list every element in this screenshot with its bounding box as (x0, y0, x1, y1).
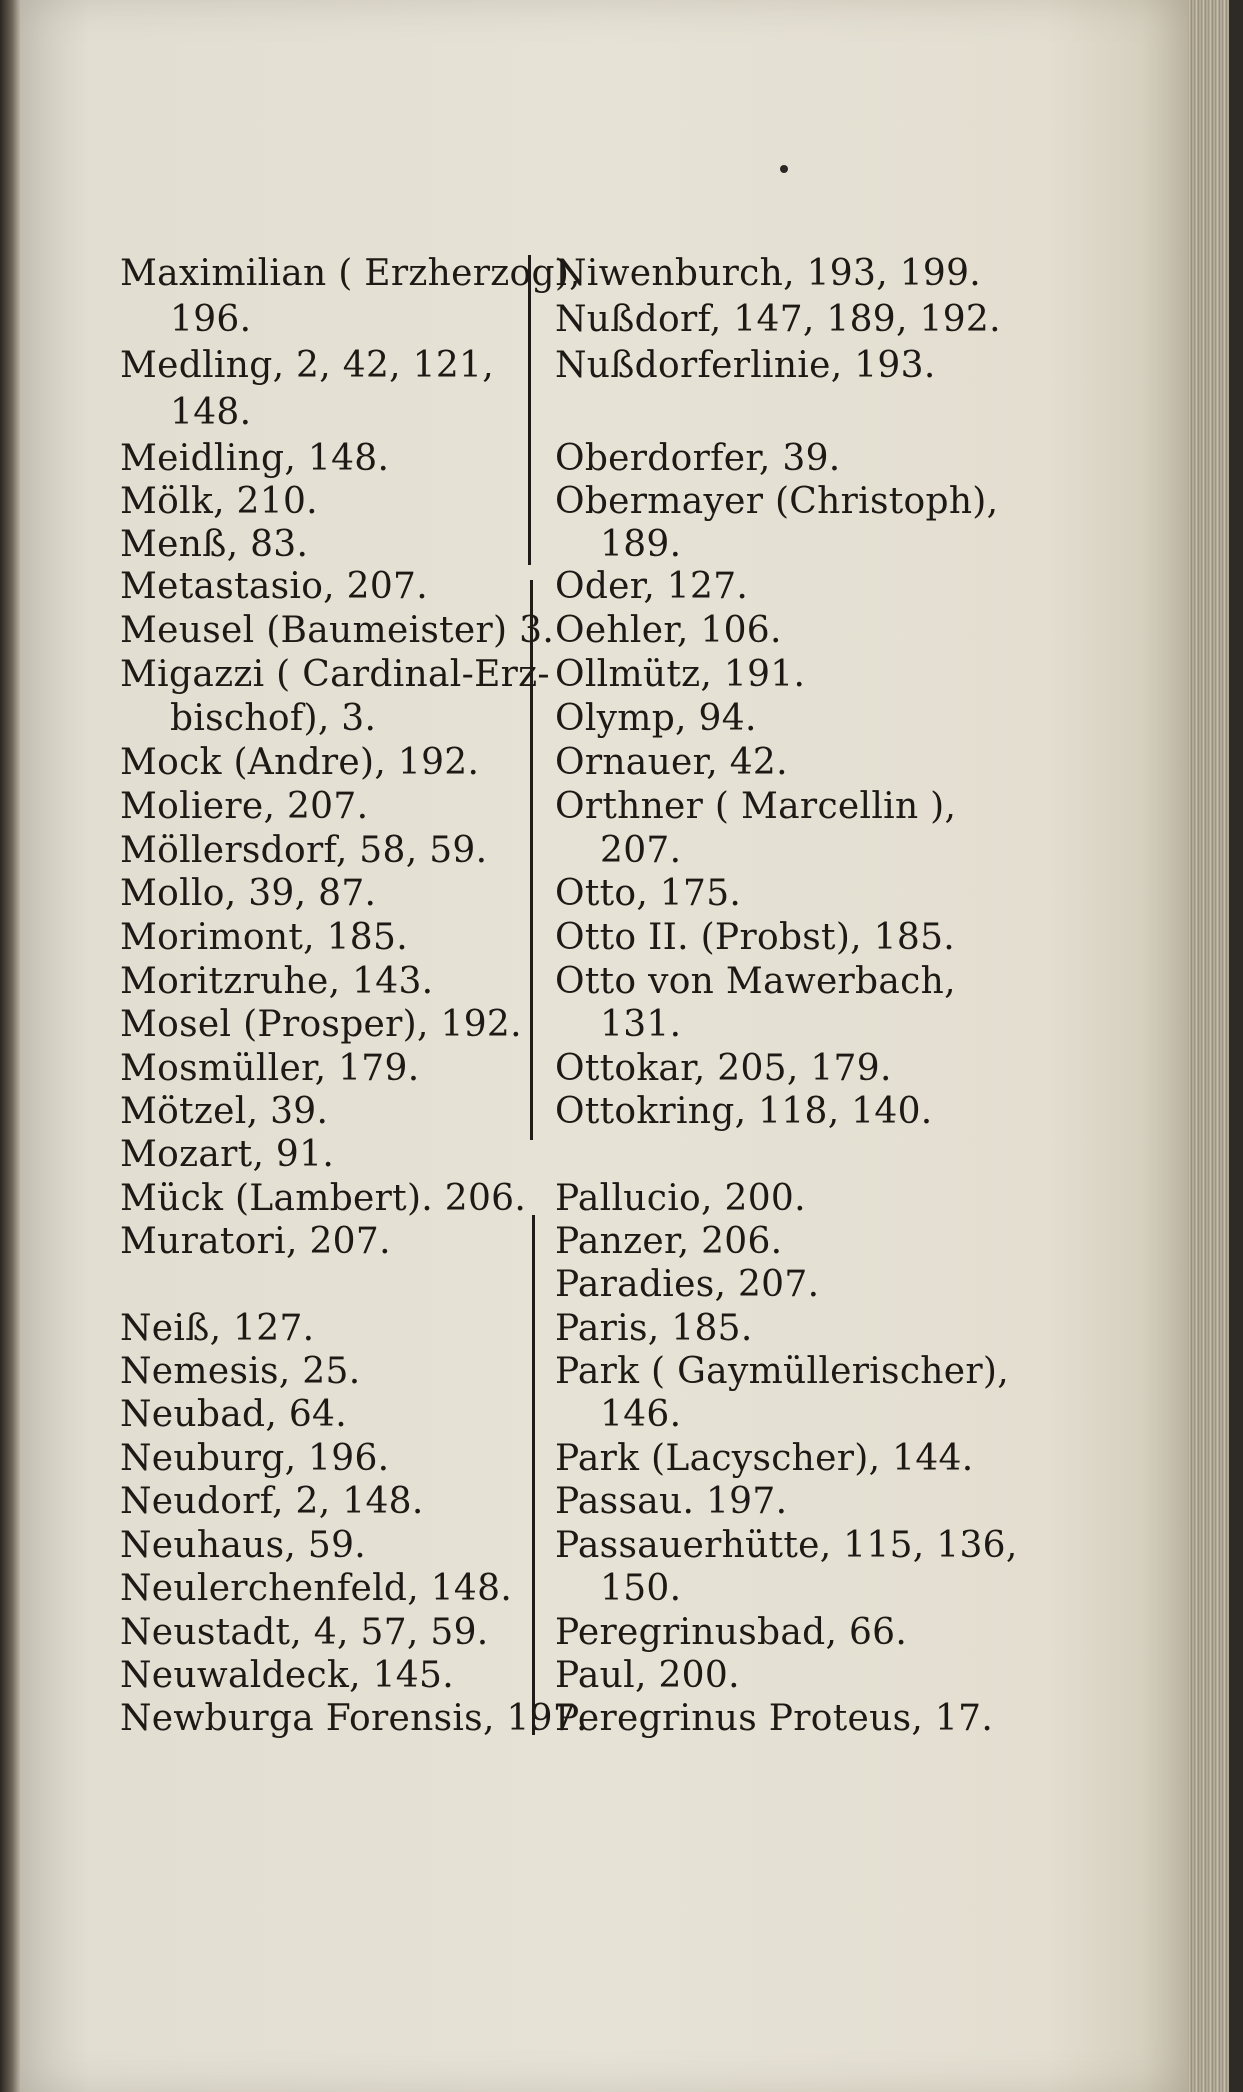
left-entry: Morimont, 185. (120, 917, 408, 958)
left-entry: Neulerchenfeld, 148. (120, 1568, 513, 1609)
left-entry: Mozart, 91. (120, 1134, 335, 1175)
left-entry: Möllersdorf, 58, 59. (120, 830, 488, 871)
right-entry: Oberdorfer, 39. (555, 438, 841, 479)
right-entry: Ottokring, 118, 140. (555, 1091, 933, 1132)
right-entry: Niwenburch, 193, 199. (555, 253, 982, 294)
right-entry: Paul, 200. (555, 1655, 740, 1696)
right-entry: Park ( Gaymüllerischer), (555, 1351, 1009, 1392)
right-entry: Paradies, 207. (555, 1264, 820, 1305)
left-entry: Neuwaldeck, 145. (120, 1655, 454, 1696)
right-entry: Nußdorf, 147, 189, 192. (555, 299, 1001, 340)
right-entry: Ornauer, 42. (555, 742, 788, 783)
right-continuation: 150. (600, 1568, 682, 1609)
right-entry: Oehler, 106. (555, 610, 782, 651)
left-entry: Neiß, 127. (120, 1308, 315, 1349)
right-entry: Olymp, 94. (555, 698, 757, 739)
page-stack-edge (1188, 0, 1243, 2092)
left-entry: Medling, 2, 42, 121, (120, 345, 494, 386)
right-continuation: 207. (600, 830, 682, 871)
left-entry: Menß, 83. (120, 524, 309, 565)
left-entry: Mosmüller, 179. (120, 1048, 420, 1089)
right-continuation: 146. (600, 1394, 682, 1435)
right-entry: Paris, 185. (555, 1308, 753, 1349)
right-entry: Peregrinusbad, 66. (555, 1612, 908, 1653)
right-entry: Pallucio, 200. (555, 1178, 806, 1219)
right-entry: Peregrinus Proteus, 17. (555, 1698, 994, 1739)
left-entry: Mollo, 39, 87. (120, 873, 377, 914)
left-entry: Mück (Lambert). 206. (120, 1178, 527, 1219)
right-entry: Orthner ( Marcellin ), (555, 786, 957, 827)
right-entry: Panzer, 206. (555, 1221, 783, 1262)
left-entry: Mölk, 210. (120, 481, 318, 522)
left-entry: Moliere, 207. (120, 786, 369, 827)
left-entry: Maximilian ( Erzherzog), (120, 253, 581, 294)
left-entry: Nemesis, 25. (120, 1351, 361, 1392)
right-entry: Obermayer (Christoph), (555, 481, 999, 522)
right-entry: Otto von Mawerbach, (555, 961, 956, 1002)
left-entry: Neuhaus, 59. (120, 1525, 367, 1566)
left-entry: Migazzi ( Cardinal-Erz- (120, 654, 550, 695)
right-entry: Otto II. (Probst), 185. (555, 917, 956, 958)
column-rule-lower (532, 1215, 535, 1735)
book-page (20, 0, 1188, 2092)
left-entry: Meidling, 148. (120, 438, 390, 479)
right-entry: Oder, 127. (555, 566, 749, 607)
right-continuation: 189. (600, 524, 682, 565)
left-entry: Moritzruhe, 143. (120, 961, 434, 1002)
left-entry: Neudorf, 2, 148. (120, 1481, 424, 1522)
right-entry: Passauerhütte, 115, 136, (555, 1525, 1018, 1566)
left-continuation: 148. (170, 392, 252, 433)
right-entry: Nußdorferlinie, 193. (555, 345, 936, 386)
left-entry: Meusel (Baumeister) 3. (120, 610, 555, 651)
left-entry: Neustadt, 4, 57, 59. (120, 1612, 489, 1653)
left-entry: Mock (Andre), 192. (120, 742, 480, 783)
left-entry: Neuburg, 196. (120, 1438, 390, 1479)
right-entry: Park (Lacyscher), 144. (555, 1438, 974, 1479)
right-entry: Ollmütz, 191. (555, 654, 806, 695)
left-entry: Metastasio, 207. (120, 566, 429, 607)
left-entry: Neubad, 64. (120, 1394, 347, 1435)
left-entry: Mosel (Prosper), 192. (120, 1004, 522, 1045)
left-entry: Mötzel, 39. (120, 1091, 329, 1132)
right-entry: Passau. 197. (555, 1481, 788, 1522)
left-continuation: 196. (170, 299, 252, 340)
left-continuation: bischof), 3. (170, 698, 377, 739)
book-gutter (0, 0, 20, 2092)
right-continuation: 131. (600, 1004, 682, 1045)
left-entry: Newburga Forensis, 197. (120, 1698, 588, 1739)
right-entry: Otto, 175. (555, 873, 742, 914)
column-rule-upper (528, 255, 531, 565)
ink-dot (780, 165, 788, 173)
left-entry: Muratori, 207. (120, 1221, 391, 1262)
right-entry: Ottokar, 205, 179. (555, 1048, 892, 1089)
